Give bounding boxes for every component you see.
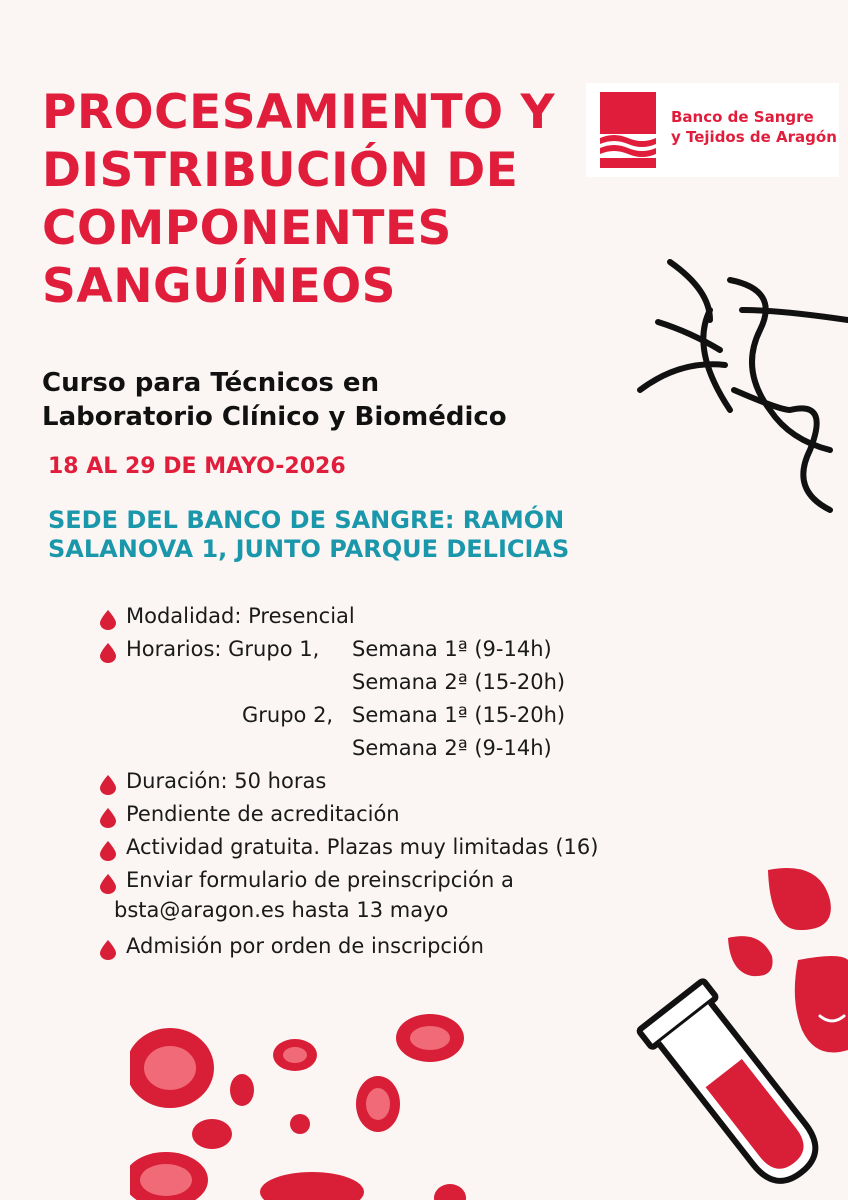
blood-drop-icon bbox=[100, 940, 116, 960]
logo-text-line: Banco de Sangre bbox=[671, 108, 814, 126]
venue-line: SALANOVA 1, JUNTO PARQUE DELICIAS bbox=[48, 535, 570, 563]
megaphone-icon bbox=[630, 250, 848, 530]
list-item-modalidad bbox=[98, 601, 698, 634]
title-line: PROCESAMIENTO Y bbox=[42, 85, 556, 140]
schedule-text: Semana 1ª (9-14h) bbox=[352, 637, 552, 661]
subtitle-line: Laboratorio Clínico y Biomédico bbox=[42, 402, 507, 432]
item-text: Admisión por orden de inscripción bbox=[126, 934, 484, 958]
schedule-row bbox=[98, 700, 698, 733]
item-text: bsta@aragon.es hasta 13 mayo bbox=[114, 898, 449, 922]
list-item-duracion bbox=[98, 766, 698, 799]
item-text: Enviar formulario de preinscripción a bbox=[126, 868, 514, 892]
schedule-text: Semana 1ª (15-20h) bbox=[352, 703, 566, 727]
item-text: Horarios: Grupo 1, bbox=[126, 637, 320, 661]
list-item-admision bbox=[98, 931, 698, 964]
course-title bbox=[42, 84, 582, 316]
subtitle-line: Curso para Técnicos en bbox=[42, 368, 380, 398]
course-venue bbox=[48, 506, 569, 564]
schedule-row bbox=[98, 667, 698, 700]
course-details-list bbox=[98, 601, 698, 964]
schedule-row bbox=[98, 733, 698, 766]
logo-emblem-icon bbox=[598, 90, 662, 170]
schedule-text: Semana 2ª (15-20h) bbox=[352, 670, 566, 694]
venue-line: SEDE DEL BANCO DE SANGRE: RAMÓN bbox=[48, 506, 565, 534]
title-line: COMPONENTES bbox=[42, 201, 452, 256]
schedule-text: Grupo 2, bbox=[242, 703, 334, 727]
title-line: DISTRIBUCIÓN DE bbox=[42, 143, 519, 198]
list-item-acreditacion bbox=[98, 799, 698, 832]
course-subtitle bbox=[42, 366, 507, 434]
item-text: Modalidad: Presencial bbox=[126, 604, 355, 628]
blood-drop-icon bbox=[100, 643, 116, 663]
blood-drop-icon bbox=[100, 610, 116, 630]
red-blood-cell-icon bbox=[130, 1010, 490, 1200]
item-text: Duración: 50 horas bbox=[126, 769, 327, 793]
test-tube-icon bbox=[612, 972, 848, 1200]
course-dates: 18 AL 29 DE MAYO-2026 bbox=[48, 454, 346, 479]
schedule-text: Semana 2ª (9-14h) bbox=[352, 736, 552, 760]
list-item-horarios bbox=[98, 634, 698, 667]
blood-drop-icon bbox=[100, 808, 116, 828]
blood-drop-icon bbox=[100, 775, 116, 795]
logo-text-line: y Tejidos de Aragón bbox=[671, 128, 837, 146]
blood-drop-icon bbox=[100, 874, 116, 894]
blood-drop-icon bbox=[100, 841, 116, 861]
title-line: SANGUÍNEOS bbox=[42, 259, 397, 314]
organization-logo bbox=[586, 83, 839, 177]
list-item-enviar bbox=[98, 865, 698, 931]
item-text: Pendiente de acreditación bbox=[126, 802, 400, 826]
list-item-gratuita bbox=[98, 832, 698, 865]
item-text: Actividad gratuita. Plazas muy limitadas (16) bbox=[126, 835, 599, 859]
